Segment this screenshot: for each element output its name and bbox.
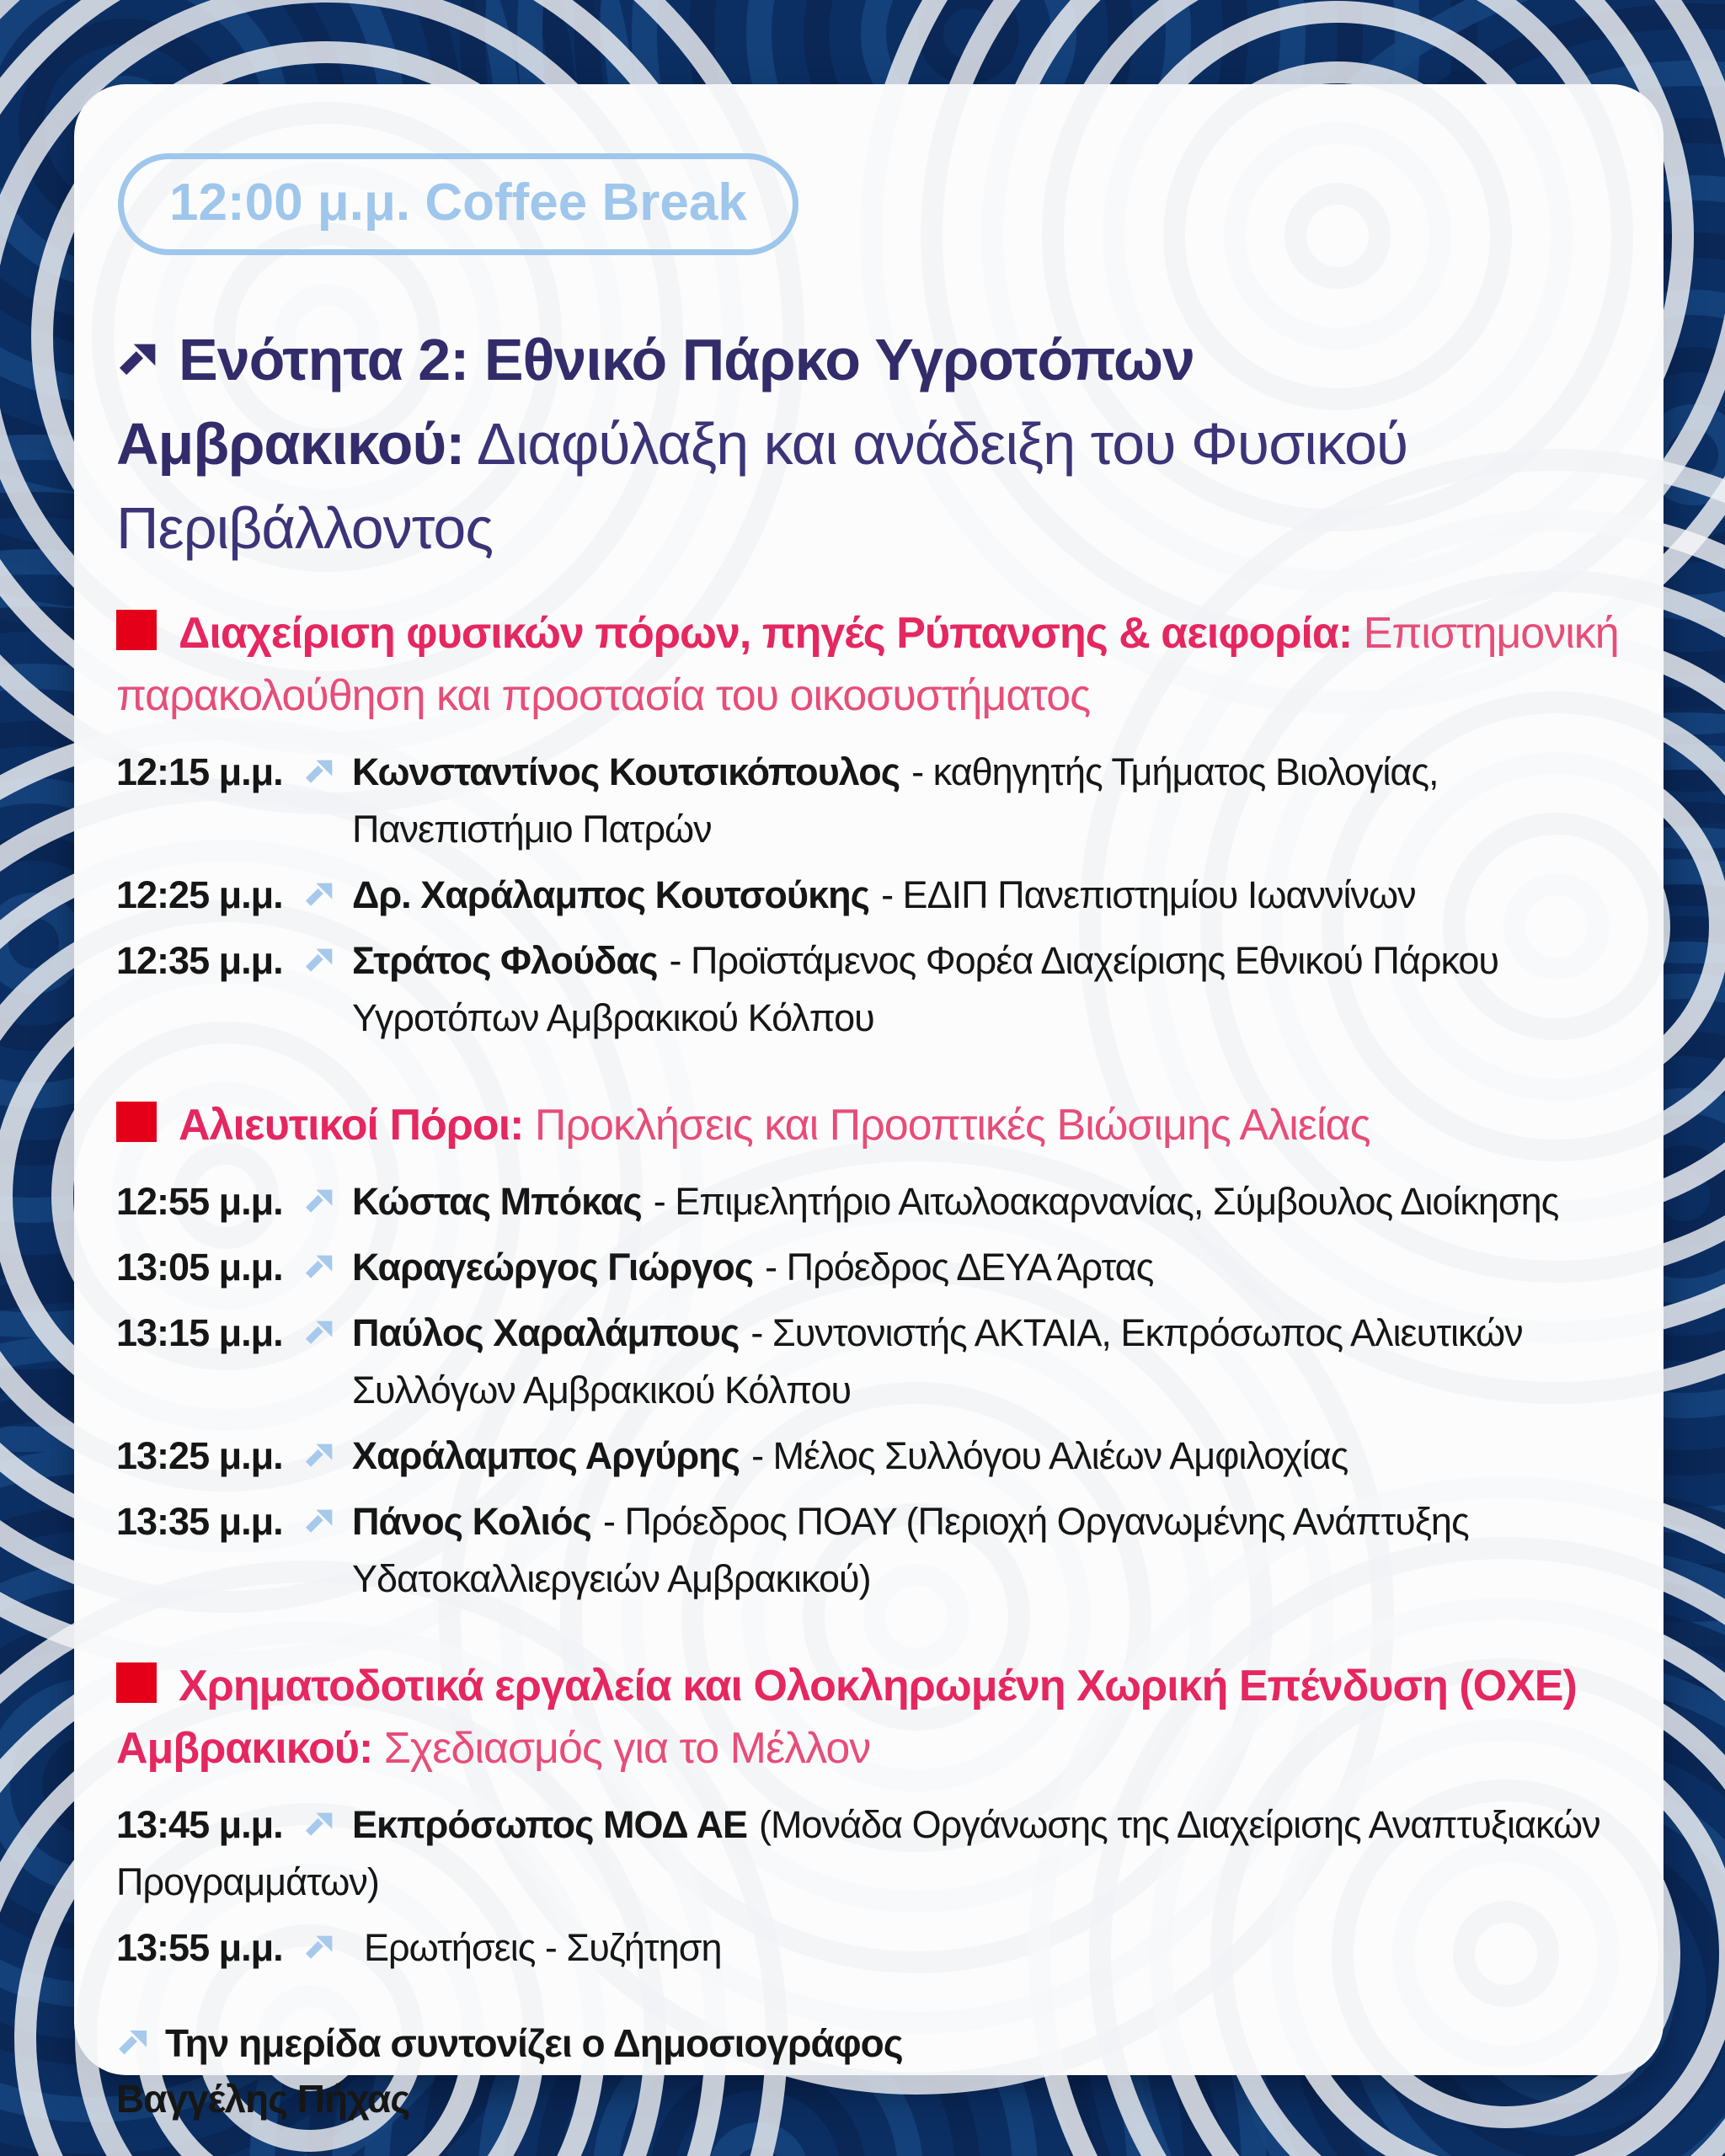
- speaker-name: Εκπρόσωπος ΜΟΔ ΑΕ: [352, 1803, 747, 1846]
- ne-arrow-icon: [303, 1239, 352, 1284]
- item-time: 13:05 μ.μ.: [116, 1246, 283, 1289]
- schedule-item-row: [116, 1919, 1621, 1977]
- red-square-bullet: [116, 1662, 157, 1703]
- schedule-item: [116, 1239, 1621, 1296]
- schedule-item: [116, 1919, 1621, 1977]
- speaker-role: - Μέλος Συλλόγου Αλιέων Αμφιλοχίας: [751, 1434, 1348, 1477]
- ne-arrow-icon: [116, 338, 162, 383]
- schedule-item: [116, 1428, 1621, 1485]
- speaker-role: - ΕΔΙΠ Πανεπιστημίου Ιωαννίνων: [881, 873, 1416, 916]
- schedule-item-row: [116, 744, 1621, 858]
- speaker-role: - Επιμελητήριο Αιτωλοακαρνανίας, Σύμβουλος Διοίκησης: [653, 1180, 1559, 1223]
- speaker-role: - καθηγητής Τμήματος Βιολογίας,: [911, 750, 1439, 793]
- coffee-break-label: 12:00 μ.μ. Coffee Break: [169, 173, 747, 232]
- program-card: [74, 84, 1664, 2121]
- agenda-section: [116, 1094, 1621, 1608]
- speaker-name: Κώστας Μπόκας: [352, 1180, 642, 1223]
- item-continuation-line: Πανεπιστήμιο Πατρών: [352, 808, 712, 851]
- speaker-name: Χαράλαμπος Αργύρης: [352, 1434, 740, 1477]
- schedule-item-row: [116, 1305, 1621, 1419]
- speaker-name: Παύλος Χαραλάμπους: [352, 1311, 740, 1354]
- item-body: [352, 1173, 1621, 1230]
- item-continuation-line: Υδατοκαλλιεργειών Αμβρακικού): [352, 1557, 871, 1600]
- schedule-item-row: [116, 932, 1621, 1047]
- item-continuation-line: Συλλόγων Αμβρακικού Κόλπου: [352, 1369, 852, 1412]
- section-items: [116, 1796, 1621, 1977]
- section-heading-bold: Αλιευτικοί Πόροι:: [179, 1101, 524, 1150]
- section-items: [116, 744, 1621, 1047]
- speaker-role: - Συντονιστής ΑΚΤΑΙΑ, Εκπρόσωπος Αλιευτικών: [750, 1311, 1523, 1354]
- item-body: [352, 1305, 1621, 1419]
- speaker-role: - Πρόεδρος ΔΕΥΑ Άρτας: [765, 1246, 1154, 1289]
- schedule-item-row: [116, 1173, 1621, 1230]
- item-continuation-line-flush: Προγραμμάτων): [116, 1860, 379, 1903]
- item-time: 12:25 μ.μ.: [116, 873, 283, 916]
- ne-arrow-icon: [303, 1493, 352, 1539]
- section-heading-subtitle: Επιστημονική παρακολούθηση και προστασία του οικοσυστήματος: [116, 609, 1619, 720]
- speaker-name: Στράτος Φλούδας: [352, 939, 658, 982]
- speaker-role: - Προϊστάμενος Φορέα Διαχείρισης Εθνικού Πάρκου: [669, 939, 1499, 982]
- schedule-item: [116, 1493, 1621, 1608]
- red-square-bullet: [116, 610, 157, 650]
- item-time: 13:25 μ.μ.: [116, 1434, 283, 1477]
- item-body: [352, 1493, 1621, 1608]
- schedule-item: [116, 1796, 1621, 1911]
- section-heading-subtitle: Προκλήσεις και Προοπτικές Βιώσιμης Αλιείας: [534, 1101, 1370, 1150]
- section-items: [116, 1173, 1621, 1608]
- session-title-bold: Ενότητα 2: Εθνικό Πάρκο Υγροτόπων Αμβρακικού:: [116, 327, 1194, 477]
- speaker-role: (Μονάδα Οργάνωσης της Διαχείρισης Αναπτυξιακών: [759, 1803, 1600, 1846]
- schedule-item-row: [116, 867, 1621, 924]
- moderator-note: [116, 2015, 1621, 2127]
- speaker-name: Δρ. Χαράλαμπος Κουτσούκης: [352, 873, 870, 916]
- speaker-name: Κωνσταντίνος Κουτσικόπουλος: [352, 750, 900, 793]
- section-heading-subtitle: Σχεδιασμός για το Μέλλον: [383, 1724, 871, 1773]
- schedule-item-row: [116, 1796, 1621, 1854]
- schedule-item-row: [116, 1428, 1621, 1485]
- section-heading: [116, 1655, 1621, 1780]
- ne-arrow-icon: [303, 1796, 352, 1842]
- ne-arrow-icon: [303, 1305, 352, 1350]
- ne-arrow-icon: [303, 1173, 352, 1219]
- ne-arrow-icon: [303, 867, 352, 912]
- ne-arrow-icon: [303, 744, 352, 789]
- item-continuation-line: Υγροτόπων Αμβρακικού Κόλπου: [352, 996, 874, 1039]
- section-heading-bold: Χρηματοδοτικά εργαλεία και Ολοκληρωμένη Χωρική Επένδυση (ΟΧΕ) Αμβρακικού:: [116, 1662, 1577, 1773]
- item-body: [352, 1239, 1621, 1296]
- red-square-bullet: [116, 1102, 157, 1142]
- schedule-item-row: [116, 1239, 1621, 1296]
- item-body: [352, 932, 1621, 1047]
- moderator-name: Βαγγέλης Πήχας: [116, 2077, 410, 2121]
- item-time: 13:45 μ.μ.: [116, 1803, 283, 1846]
- program-content: [116, 153, 1621, 2127]
- item-body: [352, 744, 1621, 858]
- schedule-item: [116, 744, 1621, 858]
- coffee-break-badge: [118, 153, 798, 255]
- item-body: [352, 1428, 1621, 1485]
- item-time: 13:55 μ.μ.: [116, 1926, 283, 1969]
- speaker-role: - Πρόεδρος ΠΟΑΥ (Περιοχή Οργανωμένης Ανάπτυξης: [602, 1500, 1469, 1543]
- item-time: 12:55 μ.μ.: [116, 1180, 283, 1223]
- ne-arrow-icon: [303, 932, 352, 978]
- schedule: [116, 602, 1621, 1977]
- ne-arrow-icon: [303, 1428, 352, 1473]
- agenda-section: [116, 602, 1621, 1047]
- schedule-item: [116, 867, 1621, 924]
- schedule-item: [116, 1305, 1621, 1419]
- schedule-item: [116, 932, 1621, 1047]
- session-title-rest: Διαφύλαξη και ανάδειξη του Φυσικού Περιβάλλοντος: [116, 411, 1408, 561]
- item-body: [352, 867, 1621, 924]
- ne-arrow-icon: [303, 1919, 352, 1965]
- item-body: [352, 1796, 1621, 1854]
- section-heading-bold: Διαχείριση φυσικών πόρων, πηγές Ρύπανσης & αειφορία:: [179, 609, 1353, 658]
- agenda-section: [116, 1655, 1621, 1977]
- item-time: 13:35 μ.μ.: [116, 1500, 283, 1543]
- item-time: 12:15 μ.μ.: [116, 750, 283, 793]
- speaker-name: Καραγεώργος Γιώργος: [352, 1246, 754, 1289]
- ne-arrow-icon: [116, 2015, 165, 2061]
- section-heading: [116, 1094, 1621, 1156]
- schedule-item-row: [116, 1493, 1621, 1608]
- section-heading: [116, 602, 1621, 727]
- item-body: [352, 1919, 1621, 1977]
- schedule-item: [116, 1173, 1621, 1230]
- item-time: 12:35 μ.μ.: [116, 939, 283, 982]
- session-title: [116, 318, 1531, 570]
- speaker-name: Πάνος Κολιός: [352, 1500, 591, 1543]
- moderator-text: Την ημερίδα συντονίζει ο Δημοσιογράφος: [165, 2021, 903, 2065]
- item-time: 13:15 μ.μ.: [116, 1311, 283, 1354]
- speaker-role: Ερωτήσεις - Συζήτηση: [364, 1926, 722, 1969]
